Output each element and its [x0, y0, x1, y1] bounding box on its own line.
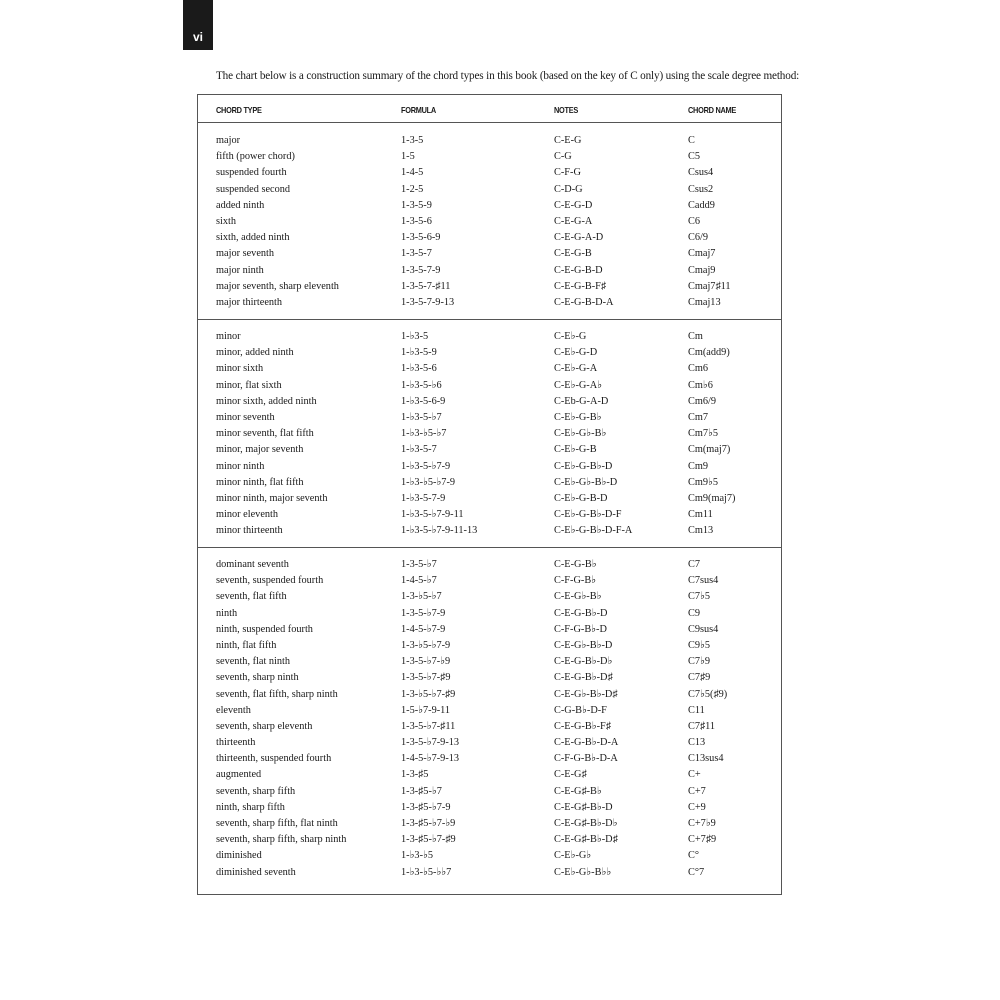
chord-name-cell: C+9 [688, 801, 706, 813]
formula-cell: 1-4-5-♭7-9 [401, 623, 446, 635]
chord-name-cell: C6/9 [688, 232, 709, 244]
table-row [198, 491, 781, 507]
notes-cell: C-E♭-G♭-B♭-D [554, 476, 618, 488]
notes-cell: C-E-G♯-B♭-D♭ [554, 818, 618, 829]
chord-name-cell: Cmaj13 [688, 296, 721, 308]
chord-type-cell: ninth, suspended fourth [216, 623, 313, 635]
chord-name-cell: Cmaj7♯11 [688, 280, 731, 292]
table-row [198, 410, 781, 426]
notes-cell: C-E♭-G-B-D [554, 492, 608, 504]
table-row [198, 654, 781, 670]
formula-cell: 1-3-5-6-9 [401, 232, 441, 244]
chord-type-cell: seventh, suspended fourth [216, 575, 324, 587]
formula-cell: 1-5-♭7-9-11 [401, 704, 451, 716]
header-chord-type: CHORD TYPE [216, 106, 262, 115]
notes-cell: C-Eb-G-A-D [554, 395, 609, 407]
chord-name-cell: Cm6/9 [688, 395, 717, 407]
notes-cell: C-E♭-G [554, 331, 587, 342]
intro-text: The chart below is a construction summary of the chord types in this book (based on the key of C only) using the scale degree method: [216, 70, 800, 82]
notes-cell: C-E-G-B♭ [554, 559, 597, 570]
chord-chart-table [197, 94, 782, 895]
notes-cell: C-E-G♯-B♭-D [554, 801, 613, 813]
notes-cell: C-F-G-B♭ [554, 575, 597, 587]
table-row [198, 182, 781, 198]
chord-type-cell: seventh, sharp ninth [216, 672, 299, 684]
formula-cell: 1-3-5-♭7-♯11 [401, 720, 456, 732]
notes-cell: C-E-G♭-B♭-D♯ [554, 688, 618, 700]
chord-name-cell: Csus4 [688, 167, 714, 179]
chord-type-cell: ninth, flat fifth [216, 639, 277, 651]
chord-name-cell: C+7♭9 [688, 818, 716, 829]
table-row [198, 589, 781, 605]
table-row [198, 622, 781, 638]
table-row [198, 816, 781, 832]
chord-type-cell: seventh, sharp fifth, flat ninth [216, 818, 338, 829]
formula-cell: 1-3-♯5-♭7-9 [401, 801, 451, 813]
chord-type-cell: sixth, added ninth [216, 232, 290, 244]
formula-cell: 1-♭3-5-♭7-9-11-13 [401, 525, 478, 537]
table-header [198, 95, 781, 129]
table-row [198, 735, 781, 751]
notes-cell: C-E-G♯-B♭ [554, 785, 602, 797]
chord-type-cell: eleventh [216, 704, 251, 716]
chord-name-cell: C7♭5(♯9) [688, 688, 728, 700]
chord-type-cell: thirteenth, suspended fourth [216, 753, 332, 765]
chord-name-cell: Cm9(maj7) [688, 492, 736, 504]
notes-cell: C-E-G♯-B♭-D♯ [554, 834, 618, 846]
chord-type-cell: minor ninth, flat fifth [216, 476, 304, 488]
chord-type-cell: seventh, sharp fifth [216, 785, 296, 797]
page-number-tab [183, 0, 213, 50]
chord-type-cell: minor ninth, major seventh [216, 492, 328, 504]
table-row [198, 214, 781, 230]
chord-name-cell: C6 [688, 215, 701, 227]
notes-cell: C-E♭-G-B♭-D-F [554, 509, 622, 521]
chord-name-cell: Cm13 [688, 525, 714, 537]
formula-cell: 1-3-♭5-♭7-♯9 [401, 688, 456, 700]
chord-type-cell: seventh, flat fifth, sharp ninth [216, 688, 338, 700]
table-row [198, 165, 781, 181]
table-row [198, 573, 781, 589]
notes-cell: C-E-G-B♭-D [554, 607, 608, 619]
chord-name-cell: Cm11 [688, 509, 713, 521]
formula-cell: 1-3-5-♭7-♭9 [401, 656, 451, 668]
chord-name-cell: Csus2 [688, 183, 714, 195]
chord-type-cell: minor, added ninth [216, 347, 294, 359]
chord-name-cell: Cm(maj7) [688, 444, 731, 456]
chord-name-cell: C13 [688, 737, 706, 749]
chord-type-cell: ninth [216, 607, 238, 619]
table-row [198, 703, 781, 719]
table-row [198, 442, 781, 458]
formula-cell: 1-3-5-♭7-9 [401, 607, 446, 619]
table-row [198, 523, 781, 539]
table-row [198, 800, 781, 816]
table-row [198, 719, 781, 735]
notes-cell: C-G [554, 151, 572, 163]
chord-type-cell: minor seventh, flat fifth [216, 428, 314, 440]
chord-name-cell: C+7♯9 [688, 834, 717, 846]
notes-cell: C-E-G-A-D [554, 232, 604, 244]
chord-name-cell: C11 [688, 704, 705, 716]
chord-type-cell: major seventh [216, 248, 275, 260]
chord-name-cell: C9sus4 [688, 623, 719, 635]
chord-name-cell: Cm(add9) [688, 347, 730, 359]
table-row [198, 507, 781, 523]
chord-name-cell: C5 [688, 151, 701, 163]
chord-type-cell: seventh, flat fifth [216, 591, 287, 603]
chord-name-cell: C7♭5 [688, 591, 711, 603]
formula-cell: 1-♭3-5-♭7-9 [401, 460, 451, 472]
chord-type-cell: minor eleventh [216, 509, 279, 521]
formula-cell: 1-♭3-5-9 [401, 347, 437, 359]
chord-type-cell: minor sixth, added ninth [216, 395, 317, 407]
notes-cell: C-E♭-G-D [554, 347, 598, 359]
chord-name-cell: Cm6 [688, 363, 709, 375]
formula-cell: 1-4-5-♭7 [401, 575, 437, 587]
notes-cell: C-F-G-B♭-D [554, 623, 607, 635]
notes-cell: C-F-G-B♭-D-A [554, 753, 618, 765]
header-divider [198, 122, 781, 123]
notes-cell: C-F-G [554, 167, 581, 179]
notes-cell: C-E-G [554, 135, 582, 146]
formula-cell: 1-♭3-5-7-9 [401, 492, 446, 504]
table-row [198, 459, 781, 475]
table-row [198, 329, 781, 345]
formula-cell: 1-3-♯5-♭7-♯9 [401, 834, 456, 846]
chord-name-cell: C7♭9 [688, 656, 711, 668]
notes-cell: C-E-G-B-F♯ [554, 280, 607, 292]
chord-type-cell: minor ninth [216, 460, 265, 472]
table-row [198, 378, 781, 394]
formula-cell: 1-♭3-♭5-♭7-9 [401, 476, 456, 488]
section-major-chords [198, 133, 781, 311]
table-row [198, 426, 781, 442]
table-row [198, 784, 781, 800]
table-row [198, 279, 781, 295]
table-row [198, 865, 781, 881]
table-row [198, 230, 781, 246]
formula-cell: 1-3-5-7 [401, 248, 432, 260]
table-row [198, 638, 781, 654]
formula-cell: 1-3-♯5-♭7 [401, 785, 442, 797]
chord-name-cell: C° [688, 850, 699, 862]
notes-cell: C-E-G-B♭-D♯ [554, 672, 613, 684]
table-row [198, 606, 781, 622]
chord-type-cell: minor [216, 331, 241, 342]
chord-name-cell: Cm [688, 331, 703, 342]
formula-cell: 1-♭3-♭5-♭7 [401, 428, 447, 440]
notes-cell: C-E♭-G♭-B♭♭ [554, 866, 612, 878]
chord-name-cell: C9 [688, 607, 701, 619]
formula-cell: 1-3-5-7-9-13 [401, 296, 455, 308]
chord-type-cell: seventh, sharp eleventh [216, 720, 313, 732]
chord-name-cell: Cm9♭5 [688, 476, 719, 488]
notes-cell: C-E-G-B♭-F♯ [554, 720, 611, 732]
chord-name-cell: C°7 [688, 866, 705, 878]
formula-cell: 1-3-5-♭7-♯9 [401, 672, 451, 684]
chord-type-cell: minor thirteenth [216, 525, 283, 537]
formula-cell: 1-♭3-5-♭7 [401, 411, 442, 423]
table-row [198, 295, 781, 311]
chord-type-cell: sixth [216, 215, 237, 227]
chord-type-cell: added ninth [216, 199, 265, 211]
chord-name-cell: C+7 [688, 785, 706, 797]
formula-cell: 1-3-5-7-♯11 [401, 280, 451, 292]
formula-cell: 1-3-5-♭7 [401, 559, 437, 570]
table-row [198, 475, 781, 491]
formula-cell: 1-3-5-9 [401, 199, 432, 211]
table-row [198, 670, 781, 686]
chord-type-cell: major [216, 135, 241, 146]
table-row [198, 246, 781, 262]
table-row [198, 687, 781, 703]
chord-name-cell: Cm7♭5 [688, 428, 719, 440]
notes-cell: C-D-G [554, 183, 583, 195]
table-row [198, 767, 781, 783]
formula-cell: 1-4-5 [401, 167, 424, 179]
table-row [198, 198, 781, 214]
section-divider [198, 319, 781, 320]
section-minor-chords [198, 329, 781, 539]
notes-cell: C-E♭-G-B♭-D-F-A [554, 525, 633, 537]
chord-name-cell: C7♯9 [688, 672, 711, 684]
chord-type-cell: diminished seventh [216, 866, 296, 878]
notes-cell: C-E-G-B♭-D♭ [554, 656, 613, 668]
chord-type-cell: minor sixth [216, 363, 264, 375]
formula-cell: 1-♭3-♭5 [401, 850, 434, 862]
table-row [198, 149, 781, 165]
chord-name-cell: C+ [688, 769, 701, 781]
notes-cell: C-E♭-G♭-B♭ [554, 428, 607, 440]
formula-cell: 1-3-♯5-♭7-♭9 [401, 818, 456, 829]
formula-cell: 1-2-5 [401, 183, 424, 195]
chord-name-cell: C [688, 135, 695, 146]
chord-type-cell: diminished [216, 850, 262, 862]
table-row [198, 832, 781, 848]
chord-name-cell: Cm9 [688, 460, 709, 472]
chord-name-cell: C7sus4 [688, 575, 719, 587]
chord-name-cell: C9♭5 [688, 639, 711, 651]
notes-cell: C-E♭-G♭ [554, 850, 592, 862]
table-row [198, 394, 781, 410]
section-dominant-chords [198, 557, 781, 881]
header-chord-name: CHORD NAME [688, 106, 737, 115]
chord-name-cell: Cmaj9 [688, 264, 716, 276]
formula-cell: 1-3-5-♭7-9-13 [401, 737, 460, 749]
chord-type-cell: major seventh, sharp eleventh [216, 280, 339, 292]
table-row [198, 345, 781, 361]
formula-cell: 1-3-5 [401, 135, 424, 146]
table-row [198, 263, 781, 279]
chord-type-cell: seventh, sharp fifth, sharp ninth [216, 834, 347, 846]
formula-cell: 1-3-♭5-♭7 [401, 591, 442, 603]
formula-cell: 1-3-♯5 [401, 769, 429, 781]
table-row [198, 361, 781, 377]
header-formula: FORMULA [401, 106, 436, 115]
chord-type-cell: seventh, flat ninth [216, 656, 291, 668]
formula-cell: 1-♭3-5-6 [401, 363, 437, 375]
notes-cell: C-E♭-G-B♭-D [554, 460, 613, 472]
chord-name-cell: Cm♭6 [688, 379, 713, 391]
table-row [198, 133, 781, 149]
notes-cell: C-E-G-D [554, 199, 593, 211]
chord-type-cell: ninth, sharp fifth [216, 801, 285, 813]
chord-type-cell: major thirteenth [216, 296, 283, 308]
chord-type-cell: minor, flat sixth [216, 379, 282, 391]
notes-cell: C-E-G♯ [554, 769, 587, 781]
table-row [198, 557, 781, 573]
formula-cell: 1-♭3-5 [401, 331, 429, 342]
chord-type-cell: suspended second [216, 183, 291, 195]
header-notes: NOTES [554, 106, 579, 115]
notes-cell: C-E♭-G-A♭ [554, 379, 603, 391]
notes-cell: C-E-G-B-D [554, 264, 603, 276]
chord-type-cell: minor, major seventh [216, 444, 304, 456]
chord-name-cell: Cm7 [688, 411, 709, 423]
chord-type-cell: thirteenth [216, 737, 256, 749]
formula-cell: 1-♭3-♭5-♭♭7 [401, 866, 452, 878]
chord-type-cell: augmented [216, 769, 262, 781]
chord-name-cell: C7♯11 [688, 720, 716, 732]
chord-name-cell: C13sus4 [688, 753, 724, 765]
notes-cell: C-E♭-G-B [554, 444, 597, 456]
page-number: vi [192, 30, 203, 44]
chord-type-cell: minor seventh [216, 411, 275, 423]
formula-cell: 1-♭3-5-♭6 [401, 379, 442, 391]
formula-cell: 1-♭3-5-6-9 [401, 395, 446, 407]
chord-name-cell: C7 [688, 559, 701, 570]
chord-type-cell: suspended fourth [216, 167, 287, 179]
formula-cell: 1-3-5-7-9 [401, 264, 441, 276]
chord-type-cell: major ninth [216, 264, 264, 276]
chord-name-cell: Cadd9 [688, 199, 715, 211]
notes-cell: C-E-G-B♭-D-A [554, 737, 619, 749]
chord-name-cell: Cmaj7 [688, 248, 716, 260]
formula-cell: 1-3-♭5-♭7-9 [401, 639, 451, 651]
notes-cell: C-G-B♭-D-F [554, 704, 607, 716]
formula-cell: 1-5 [401, 151, 415, 163]
table-row [198, 848, 781, 864]
formula-cell: 1-3-5-6 [401, 215, 432, 227]
formula-cell: 1-♭3-5-♭7-9-11 [401, 509, 464, 521]
formula-cell: 1-4-5-♭7-9-13 [401, 753, 460, 765]
section-divider [198, 547, 781, 548]
formula-cell: 1-♭3-5-7 [401, 444, 437, 456]
notes-cell: C-E-G-A [554, 215, 593, 227]
notes-cell: C-E-G-B [554, 248, 592, 260]
notes-cell: C-E-G-B-D-A [554, 296, 614, 308]
chord-type-cell: fifth (power chord) [216, 151, 295, 163]
notes-cell: C-E♭-G-A [554, 363, 598, 375]
notes-cell: C-E♭-G-B♭ [554, 411, 602, 423]
notes-cell: C-E-G♭-B♭ [554, 591, 602, 603]
table-row [198, 751, 781, 767]
chord-type-cell: dominant seventh [216, 559, 289, 570]
notes-cell: C-E-G♭-B♭-D [554, 639, 613, 651]
